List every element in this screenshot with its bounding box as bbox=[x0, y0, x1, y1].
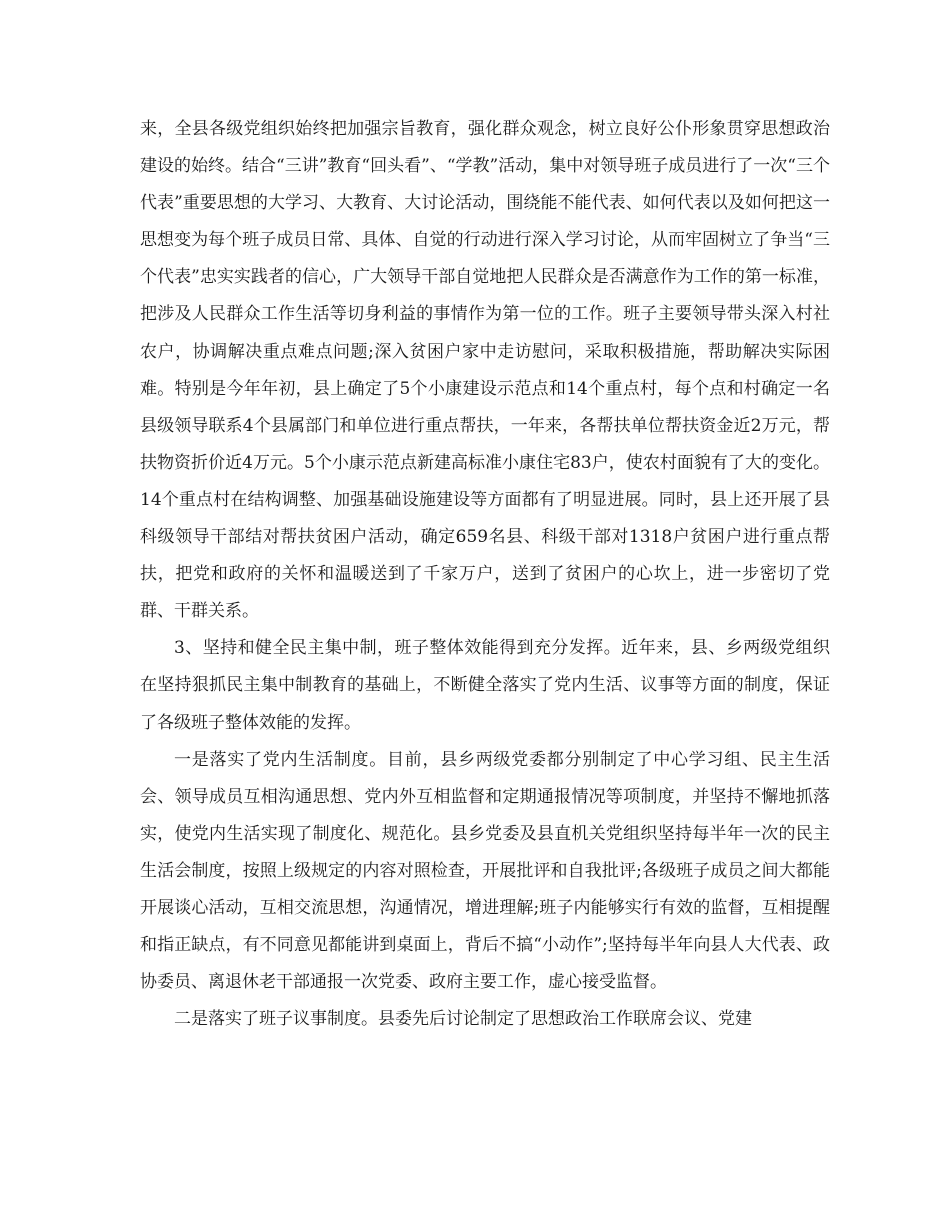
paragraph-democratic-centralism: 3、坚持和健全民主集中制，班子整体效能得到充分发挥。近年来，县、乡两级党组织在坚持狠抓民主集中制教育的基础上，不断健全落实了党内生活、议事等方面的制度，保证了各级班子整体效能的发挥。 bbox=[140, 638, 830, 733]
paragraph-continuation: 来，全县各级党组织始终把加强宗旨教育，强化群众观念，树立良好公仆形象贯穿思想政治建设的始终。结合“三讲”教育“回头看”、“学教”活动，集中对领导班子成员进行了一次“三个代表”重要思想的大学习、大教育、大讨论活动，围绕能不能代表、如何代表以及如何把这一思想变为每个班子成员日常、具体、自觉的行动进行深入学习讨论，从而牢固树立了争当“三个代表”忠实实践者的信心，广大领导干部自觉地把人民群众是否满意作为工作的第一标准，把涉及人民群众工作生活等切身利益的事情作为第一位的工作。班子主要领导带头深入村社农户，协调解决重点难点问题;深入贫困户家中走访慰问，采取积极措施，帮助解决实际困难。特别是今年年初，县上确定了5个小康建设示范点和14个重点村，每个点和村确定一名县级领导联系4个县属部门和单位进行重点帮扶，一年来，各帮扶单位帮扶资金近2万元，帮扶物资折价近4万元。5个小康示范点新建高标准小康住宅83户，使农村面貌有了大的变化。14个重点村在结构调整、加强基础设施建设等方面都有了明显进展。同时，县上还开展了县科级领导干部结对帮扶贫困户活动，确定659名县、科级干部对1318户贫困户进行重点帮扶，把党和政府的关怀和温暖送到了千家万户，送到了贫困户的心坎上，进一步密切了党群、干群关系。 bbox=[140, 119, 830, 622]
document-body bbox=[140, 111, 830, 1038]
paragraph-deliberation-system: 二是落实了班子议事制度。县委先后讨论制定了思想政治工作联席会议、党建 bbox=[174, 1009, 752, 1030]
paragraph-party-life-system: 一是落实了党内生活制度。目前，县乡两级党委都分别制定了中心学习组、民主生活会、领导成员互相沟通思想、党内外互相监督和定期通报情况等项制度，并坚持不懈地抓落实，使党内生活实现了制度化、规范化。县乡党委及县直机关党组织坚持每半年一次的民主生活会制度，按照上级规定的内容对照检查，开展批评和自我批评;各级班子成员之间大都能开展谈心活动，互相交流思想，沟通情况，增进理解;班子内能够实行有效的监督，互相提醒和指正缺点，有不同意见都能讲到桌面上，背后不搞“小动作”;坚持每半年向县人大代表、政协委员、离退休老干部通报一次党委、政府主要工作，虚心接受监督。 bbox=[140, 749, 830, 993]
